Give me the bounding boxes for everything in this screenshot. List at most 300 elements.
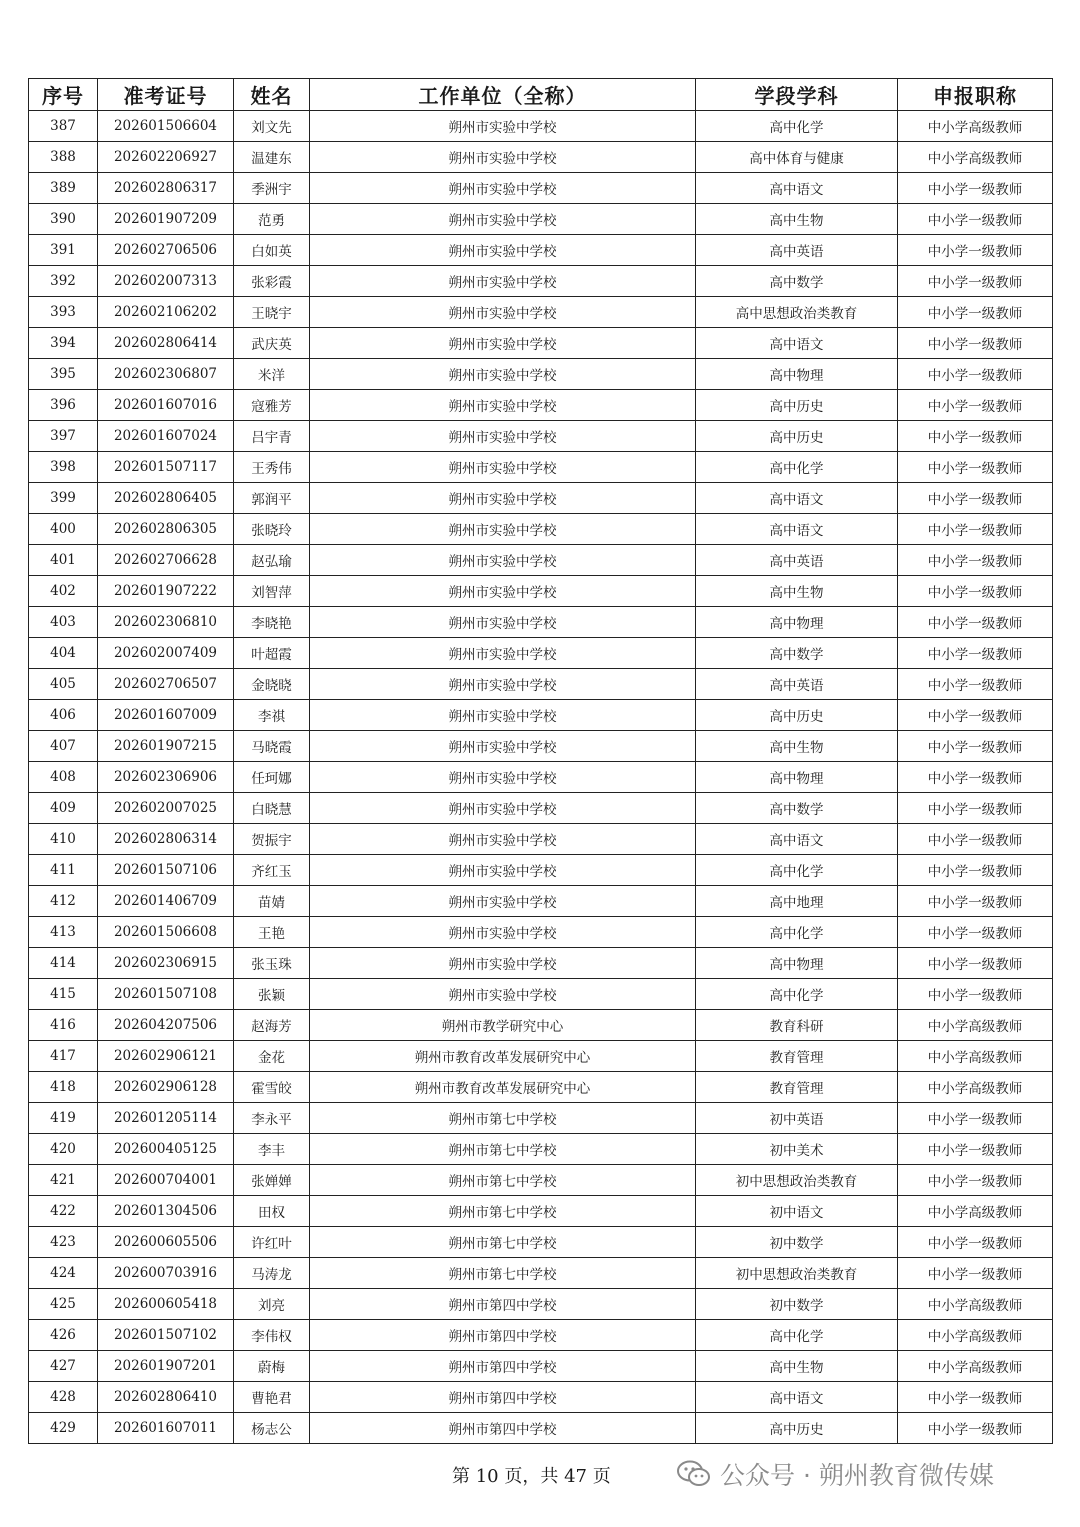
cell-title: 中小学一级教师 [898,669,1053,700]
cell-name: 田权 [234,1196,310,1227]
cell-exam-id: 202600703916 [98,1258,234,1289]
cell-workplace: 朔州市实验中学校 [310,514,696,545]
cell-exam-id: 202601205114 [98,1103,234,1134]
table-row [29,1382,1053,1413]
cell-index: 419 [29,1103,98,1134]
table-row [29,421,1053,452]
cell-workplace: 朔州市实验中学校 [310,607,696,638]
cell-exam-id: 202602306906 [98,762,234,793]
table-row [29,111,1053,142]
col-header-title: 申报职称 [898,79,1053,111]
table-body [29,111,1053,1444]
cell-index: 402 [29,576,98,607]
cell-subject: 教育管理 [696,1072,898,1103]
cell-exam-id: 202602806305 [98,514,234,545]
cell-workplace: 朔州市实验中学校 [310,359,696,390]
cell-index: 421 [29,1165,98,1196]
watermark [676,1458,994,1490]
cell-name: 张玉珠 [234,948,310,979]
cell-workplace: 朔州市教育改革发展研究中心 [310,1072,696,1103]
cell-title: 中小学一级教师 [898,452,1053,483]
table-row [29,1134,1053,1165]
table-row [29,266,1053,297]
cell-subject: 高中生物 [696,204,898,235]
cell-subject: 初中语文 [696,1196,898,1227]
table-row [29,638,1053,669]
cell-workplace: 朔州市第七中学校 [310,1227,696,1258]
cell-title: 中小学一级教师 [898,1382,1053,1413]
table-row [29,762,1053,793]
cell-title: 中小学一级教师 [898,979,1053,1010]
cell-exam-id: 202602806314 [98,824,234,855]
cell-subject: 初中思想政治类教育 [696,1165,898,1196]
table-row [29,1165,1053,1196]
cell-name: 刘智萍 [234,576,310,607]
cell-name: 张晓玲 [234,514,310,545]
cell-index: 411 [29,855,98,886]
cell-exam-id: 202601507117 [98,452,234,483]
cell-index: 396 [29,390,98,421]
cell-name: 贺振宇 [234,824,310,855]
cell-subject: 高中语文 [696,824,898,855]
cell-exam-id: 202604207506 [98,1010,234,1041]
cell-subject: 初中数学 [696,1289,898,1320]
cell-index: 408 [29,762,98,793]
cell-name: 吕宇青 [234,421,310,452]
cell-subject: 高中体育与健康 [696,142,898,173]
table-row [29,886,1053,917]
cell-workplace: 朔州市实验中学校 [310,638,696,669]
cell-name: 温建东 [234,142,310,173]
cell-name: 金花 [234,1041,310,1072]
cell-name: 张颖 [234,979,310,1010]
cell-index: 395 [29,359,98,390]
cell-name: 范勇 [234,204,310,235]
cell-exam-id: 202602906128 [98,1072,234,1103]
page-number: 第 10 页，共 47 页 [452,1466,611,1487]
cell-workplace: 朔州市实验中学校 [310,824,696,855]
cell-subject: 高中英语 [696,235,898,266]
cell-workplace: 朔州市第四中学校 [310,1413,696,1444]
cell-name: 王艳 [234,917,310,948]
cell-title: 中小学一级教师 [898,576,1053,607]
cell-name: 寇雅芳 [234,390,310,421]
cell-subject: 高中地理 [696,886,898,917]
cell-index: 399 [29,483,98,514]
cell-workplace: 朔州市实验中学校 [310,731,696,762]
cell-title: 中小学一级教师 [898,948,1053,979]
cell-workplace: 朔州市实验中学校 [310,669,696,700]
cell-workplace: 朔州市实验中学校 [310,855,696,886]
cell-subject: 高中数学 [696,266,898,297]
cell-workplace: 朔州市第四中学校 [310,1289,696,1320]
cell-index: 407 [29,731,98,762]
cell-name: 赵弘瑜 [234,545,310,576]
cell-subject: 教育管理 [696,1041,898,1072]
col-header-exam-id: 准考证号 [98,79,234,111]
cell-index: 425 [29,1289,98,1320]
table-row [29,1320,1053,1351]
cell-workplace: 朔州市实验中学校 [310,390,696,421]
cell-title: 中小学一级教师 [898,390,1053,421]
cell-exam-id: 202602806405 [98,483,234,514]
cell-title: 中小学一级教师 [898,731,1053,762]
cell-workplace: 朔州市第七中学校 [310,1134,696,1165]
cell-workplace: 朔州市实验中学校 [310,886,696,917]
cell-subject: 高中生物 [696,731,898,762]
cell-subject: 高中语文 [696,1382,898,1413]
table-row [29,979,1053,1010]
cell-index: 412 [29,886,98,917]
cell-index: 414 [29,948,98,979]
table-row [29,917,1053,948]
cell-title: 中小学一级教师 [898,1227,1053,1258]
table-row [29,359,1053,390]
cell-index: 388 [29,142,98,173]
cell-subject: 教育科研 [696,1010,898,1041]
table-row [29,855,1053,886]
cell-title: 中小学一级教师 [898,762,1053,793]
cell-exam-id: 202601304506 [98,1196,234,1227]
cell-name: 王秀伟 [234,452,310,483]
cell-name: 刘亮 [234,1289,310,1320]
cell-name: 张彩霞 [234,266,310,297]
cell-index: 404 [29,638,98,669]
table-row [29,173,1053,204]
cell-exam-id: 202601907209 [98,204,234,235]
cell-title: 中小学一级教师 [898,700,1053,731]
table-row [29,1072,1053,1103]
cell-workplace: 朔州市第四中学校 [310,1351,696,1382]
cell-title: 中小学一级教师 [898,359,1053,390]
cell-workplace: 朔州市实验中学校 [310,700,696,731]
cell-title: 中小学一级教师 [898,1413,1053,1444]
cell-title: 中小学一级教师 [898,514,1053,545]
table-row [29,576,1053,607]
cell-exam-id: 202602806317 [98,173,234,204]
cell-index: 413 [29,917,98,948]
cell-exam-id: 202601506604 [98,111,234,142]
cell-index: 429 [29,1413,98,1444]
cell-workplace: 朔州市实验中学校 [310,576,696,607]
cell-name: 白晓慧 [234,793,310,824]
cell-exam-id: 202600605506 [98,1227,234,1258]
cell-exam-id: 202601506608 [98,917,234,948]
table-row [29,297,1053,328]
cell-subject: 高中化学 [696,111,898,142]
cell-workplace: 朔州市实验中学校 [310,793,696,824]
cell-index: 393 [29,297,98,328]
cell-title: 中小学一级教师 [898,1258,1053,1289]
cell-workplace: 朔州市实验中学校 [310,545,696,576]
cell-subject: 高中语文 [696,328,898,359]
cell-exam-id: 202602706507 [98,669,234,700]
cell-exam-id: 202601907215 [98,731,234,762]
cell-exam-id: 202601607009 [98,700,234,731]
cell-workplace: 朔州市实验中学校 [310,421,696,452]
cell-name: 李晓艳 [234,607,310,638]
cell-index: 426 [29,1320,98,1351]
table-row [29,483,1053,514]
cell-workplace: 朔州市实验中学校 [310,204,696,235]
cell-subject: 高中化学 [696,917,898,948]
cell-workplace: 朔州市实验中学校 [310,173,696,204]
cell-name: 郭润平 [234,483,310,514]
cell-exam-id: 202602306810 [98,607,234,638]
cell-exam-id: 202602007025 [98,793,234,824]
cell-subject: 高中物理 [696,948,898,979]
cell-subject: 高中语文 [696,483,898,514]
cell-index: 391 [29,235,98,266]
cell-subject: 高中物理 [696,762,898,793]
cell-index: 410 [29,824,98,855]
cell-exam-id: 202602007313 [98,266,234,297]
cell-name: 刘文先 [234,111,310,142]
wechat-icon [676,1460,712,1488]
cell-name: 白如英 [234,235,310,266]
table-row [29,204,1053,235]
cell-index: 417 [29,1041,98,1072]
table-row [29,793,1053,824]
cell-workplace: 朔州市第四中学校 [310,1382,696,1413]
cell-title: 中小学高级教师 [898,142,1053,173]
cell-subject: 高中历史 [696,390,898,421]
cell-index: 423 [29,1227,98,1258]
cell-title: 中小学一级教师 [898,638,1053,669]
cell-name: 季洲宇 [234,173,310,204]
cell-name: 任珂娜 [234,762,310,793]
cell-title: 中小学一级教师 [898,1134,1053,1165]
cell-name: 李祺 [234,700,310,731]
cell-subject: 初中思想政治类教育 [696,1258,898,1289]
cell-exam-id: 202601406709 [98,886,234,917]
cell-name: 许红叶 [234,1227,310,1258]
cell-index: 392 [29,266,98,297]
cell-subject: 高中化学 [696,855,898,886]
col-header-name: 姓名 [234,79,310,111]
page-footer [0,1458,1080,1490]
table-row [29,1351,1053,1382]
table-row [29,1258,1053,1289]
cell-title: 中小学一级教师 [898,1165,1053,1196]
cell-exam-id: 202602806410 [98,1382,234,1413]
cell-subject: 高中生物 [696,1351,898,1382]
cell-workplace: 朔州市第七中学校 [310,1196,696,1227]
cell-workplace: 朔州市第七中学校 [310,1165,696,1196]
cell-name: 王晓宇 [234,297,310,328]
cell-exam-id: 202601507108 [98,979,234,1010]
cell-workplace: 朔州市教育改革发展研究中心 [310,1041,696,1072]
cell-workplace: 朔州市实验中学校 [310,266,696,297]
cell-title: 中小学一级教师 [898,235,1053,266]
cell-title: 中小学一级教师 [898,266,1053,297]
table-row [29,824,1053,855]
cell-subject: 高中化学 [696,452,898,483]
cell-index: 390 [29,204,98,235]
cell-workplace: 朔州市教学研究中心 [310,1010,696,1041]
cell-index: 416 [29,1010,98,1041]
cell-workplace: 朔州市第四中学校 [310,1320,696,1351]
cell-exam-id: 202601907222 [98,576,234,607]
cell-workplace: 朔州市实验中学校 [310,142,696,173]
cell-name: 苗婧 [234,886,310,917]
cell-subject: 高中历史 [696,1413,898,1444]
cell-index: 424 [29,1258,98,1289]
cell-index: 418 [29,1072,98,1103]
table-row [29,1041,1053,1072]
cell-title: 中小学高级教师 [898,1041,1053,1072]
cell-subject: 高中化学 [696,1320,898,1351]
cell-index: 422 [29,1196,98,1227]
cell-name: 赵海芳 [234,1010,310,1041]
cell-subject: 高中英语 [696,545,898,576]
cell-index: 420 [29,1134,98,1165]
cell-exam-id: 202602206927 [98,142,234,173]
table-row [29,731,1053,762]
cell-name: 张婵婵 [234,1165,310,1196]
cell-subject: 初中美术 [696,1134,898,1165]
table-row [29,328,1053,359]
cell-name: 叶超霞 [234,638,310,669]
table-row [29,452,1053,483]
cell-workplace: 朔州市实验中学校 [310,762,696,793]
col-header-workplace: 工作单位（全称） [310,79,696,111]
cell-exam-id: 202600405125 [98,1134,234,1165]
cell-name: 武庆英 [234,328,310,359]
cell-workplace: 朔州市实验中学校 [310,452,696,483]
cell-name: 米洋 [234,359,310,390]
cell-index: 397 [29,421,98,452]
cell-title: 中小学高级教师 [898,1289,1053,1320]
cell-subject: 高中历史 [696,421,898,452]
cell-exam-id: 202601607011 [98,1413,234,1444]
cell-index: 389 [29,173,98,204]
table-row [29,390,1053,421]
cell-name: 李丰 [234,1134,310,1165]
col-header-subject: 学段学科 [696,79,898,111]
cell-workplace: 朔州市实验中学校 [310,917,696,948]
roster-table [28,78,1053,1444]
cell-title: 中小学一级教师 [898,886,1053,917]
cell-workplace: 朔州市第七中学校 [310,1103,696,1134]
cell-exam-id: 202602007409 [98,638,234,669]
cell-subject: 高中物理 [696,607,898,638]
table-row [29,142,1053,173]
cell-workplace: 朔州市实验中学校 [310,111,696,142]
table-row [29,669,1053,700]
cell-exam-id: 202600605418 [98,1289,234,1320]
cell-title: 中小学一级教师 [898,421,1053,452]
table-row [29,1227,1053,1258]
cell-exam-id: 202601507106 [98,855,234,886]
table-row [29,1103,1053,1134]
cell-workplace: 朔州市实验中学校 [310,483,696,514]
watermark-text: 公众号 · 朔州教育微传媒 [720,1461,994,1490]
cell-exam-id: 202602806414 [98,328,234,359]
cell-title: 中小学一级教师 [898,917,1053,948]
cell-workplace: 朔州市实验中学校 [310,297,696,328]
cell-exam-id: 202602106202 [98,297,234,328]
cell-index: 427 [29,1351,98,1382]
cell-exam-id: 202602706628 [98,545,234,576]
cell-workplace: 朔州市第七中学校 [310,1258,696,1289]
cell-title: 中小学高级教师 [898,1320,1053,1351]
cell-exam-id: 202601507102 [98,1320,234,1351]
cell-exam-id: 202600704001 [98,1165,234,1196]
cell-exam-id: 202601607024 [98,421,234,452]
cell-exam-id: 202602706506 [98,235,234,266]
cell-subject: 高中数学 [696,793,898,824]
cell-title: 中小学一级教师 [898,1103,1053,1134]
cell-subject: 高中数学 [696,638,898,669]
table-row [29,948,1053,979]
cell-title: 中小学高级教师 [898,1072,1053,1103]
cell-exam-id: 202601907201 [98,1351,234,1382]
cell-subject: 高中语文 [696,173,898,204]
cell-subject: 高中英语 [696,669,898,700]
cell-title: 中小学一级教师 [898,483,1053,514]
table-row [29,1010,1053,1041]
cell-index: 394 [29,328,98,359]
cell-index: 401 [29,545,98,576]
header-row [29,79,1053,111]
cell-name: 李伟权 [234,1320,310,1351]
cell-name: 蔚梅 [234,1351,310,1382]
cell-title: 中小学一级教师 [898,793,1053,824]
cell-subject: 高中思想政治类教育 [696,297,898,328]
cell-name: 马晓霞 [234,731,310,762]
table-row [29,1196,1053,1227]
cell-title: 中小学一级教师 [898,607,1053,638]
cell-subject: 高中化学 [696,979,898,1010]
cell-index: 406 [29,700,98,731]
cell-name: 曹艳君 [234,1382,310,1413]
cell-title: 中小学高级教师 [898,1351,1053,1382]
cell-index: 405 [29,669,98,700]
cell-workplace: 朔州市实验中学校 [310,979,696,1010]
cell-title: 中小学一级教师 [898,855,1053,886]
table-row [29,514,1053,545]
cell-subject: 初中数学 [696,1227,898,1258]
cell-name: 杨志公 [234,1413,310,1444]
cell-subject: 高中历史 [696,700,898,731]
table-row [29,1289,1053,1320]
cell-index: 428 [29,1382,98,1413]
cell-title: 中小学一级教师 [898,545,1053,576]
cell-workplace: 朔州市实验中学校 [310,948,696,979]
cell-name: 李永平 [234,1103,310,1134]
table-row [29,607,1053,638]
cell-name: 马涛龙 [234,1258,310,1289]
cell-title: 中小学一级教师 [898,328,1053,359]
cell-index: 387 [29,111,98,142]
cell-title: 中小学一级教师 [898,204,1053,235]
cell-subject: 高中物理 [696,359,898,390]
cell-title: 中小学一级教师 [898,173,1053,204]
cell-index: 409 [29,793,98,824]
table-row [29,545,1053,576]
cell-subject: 初中英语 [696,1103,898,1134]
table-row [29,700,1053,731]
cell-title: 中小学一级教师 [898,297,1053,328]
cell-title: 中小学高级教师 [898,1196,1053,1227]
cell-name: 霍雪皎 [234,1072,310,1103]
cell-index: 403 [29,607,98,638]
cell-title: 中小学一级教师 [898,824,1053,855]
cell-exam-id: 202602906121 [98,1041,234,1072]
cell-workplace: 朔州市实验中学校 [310,235,696,266]
cell-name: 齐红玉 [234,855,310,886]
